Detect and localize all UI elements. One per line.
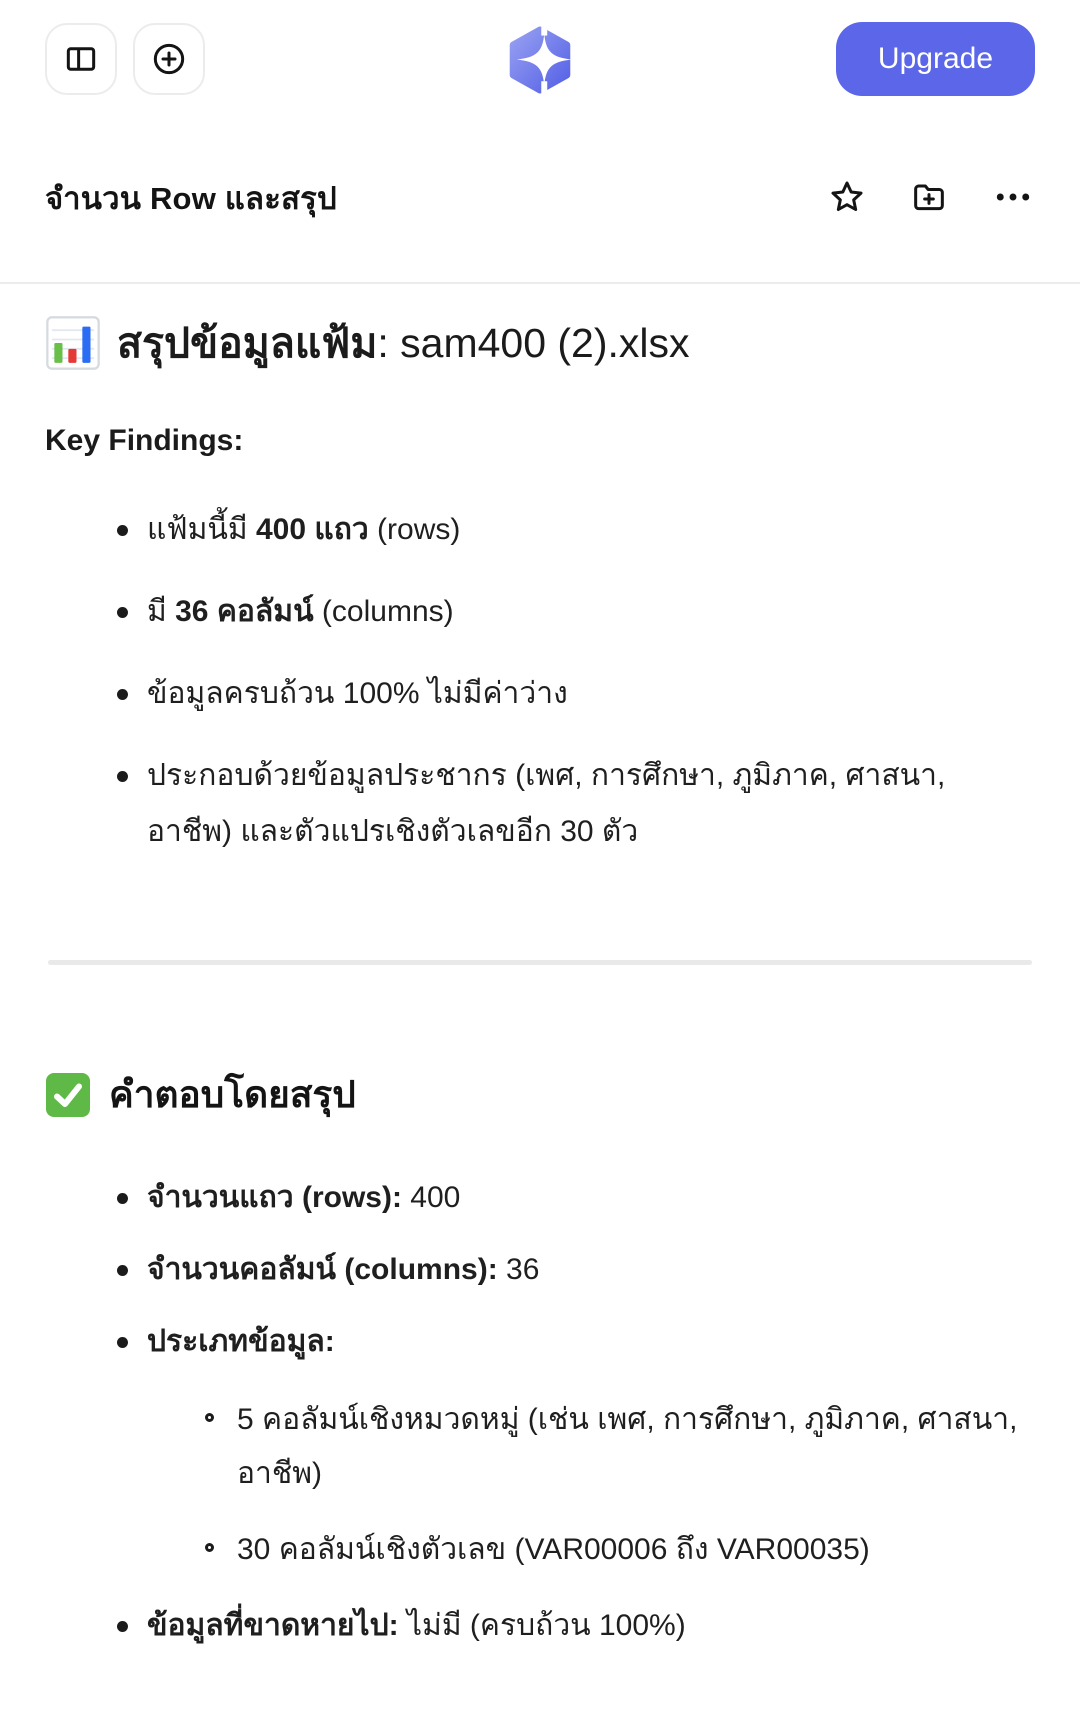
file-summary-title: สรุปข้อมูลแฟ้ม: sam400 (2).xlsx [117, 320, 690, 366]
sparkle-hexagon-icon [506, 81, 574, 98]
summary-heading-text: คำตอบโดยสรุป [109, 1074, 356, 1115]
bullet-marker [117, 607, 128, 618]
sidebar-toggle-button[interactable] [45, 23, 117, 95]
summary-heading [45, 1069, 1035, 1121]
sub-list-item: 5 คอลัมน์เชิงหมวดหมู่ (เช่น เพศ, การศึกษา, ภูมิภาค, ศาสนา, อาชีพ) [147, 1393, 1035, 1501]
title-actions [827, 177, 1035, 220]
bullet-marker [117, 1621, 128, 1632]
list-item: มี 36 คอลัมน์ (columns) [45, 584, 1035, 640]
list-item: แฟ้มนี้มี 400 แถว (rows) [45, 502, 1035, 558]
data-types-sublist [147, 1393, 1035, 1577]
sub-bullet-marker [205, 1413, 214, 1422]
folder-plus-icon [909, 177, 949, 220]
top-bar-left [45, 23, 205, 95]
star-button[interactable] [827, 177, 867, 220]
bullet-marker [117, 771, 128, 782]
list-item: จำนวนคอลัมน์ (columns): 36 [45, 1243, 1035, 1297]
list-item: ข้อมูลครบถ้วน 100% ไม่มีค่าว่าง [45, 666, 1035, 722]
bullet-marker [117, 525, 128, 536]
file-summary-heading [45, 314, 1035, 372]
panel-left-icon [62, 40, 100, 78]
ellipsis-icon [991, 177, 1035, 220]
list-item: ข้อมูลที่ขาดหายไป: ไม่มี (ครบถ้วน 100%) [45, 1599, 1035, 1653]
check-mark-emoji [45, 1072, 91, 1118]
list-item: ประกอบด้วยข้อมูลประชากร (เพศ, การศึกษา, ภูมิภาค, ศาสนา, อาชีพ) และตัวแปรเชิงตัวเลขอีก 30 ตัว [45, 748, 1035, 860]
app-logo [506, 26, 574, 99]
summary-list [45, 1171, 1035, 1653]
add-to-folder-button[interactable] [909, 177, 949, 220]
top-bar [0, 0, 1080, 96]
list-item: ประเภทข้อมูล: 5 คอลัมน์เชิงหมวดหมู่ (เช่น เพศ, การศึกษา, ภูมิภาค, ศาสนา, อาชีพ) 30 คอลัมน์เชิงตัวเลข (VAR00006 ถึง VAR00035) [45, 1315, 1035, 1577]
new-chat-button[interactable] [133, 23, 205, 95]
plus-circle-icon [149, 39, 189, 79]
star-icon [827, 177, 867, 220]
header-divider [0, 282, 1080, 284]
more-options-button[interactable] [991, 177, 1035, 220]
list-item: จำนวนแถว (rows): 400 [45, 1171, 1035, 1225]
sub-bullet-marker [205, 1543, 214, 1552]
bullet-marker [117, 1337, 128, 1348]
chat-title-row [0, 168, 1080, 228]
bullet-marker [117, 1193, 128, 1204]
key-findings-list [45, 502, 1035, 860]
section-divider [48, 960, 1032, 965]
bar-chart-emoji [45, 315, 101, 371]
bullet-marker [117, 1265, 128, 1276]
upgrade-button[interactable]: Upgrade [836, 22, 1035, 96]
chat-title: จำนวน Row และสรุป [45, 181, 337, 216]
key-findings-label: Key Findings: [45, 424, 244, 457]
bullet-marker [117, 689, 128, 700]
chat-message [0, 314, 1080, 1653]
sub-list-item: 30 คอลัมน์เชิงตัวเลข (VAR00006 ถึง VAR00035) [147, 1523, 1035, 1577]
